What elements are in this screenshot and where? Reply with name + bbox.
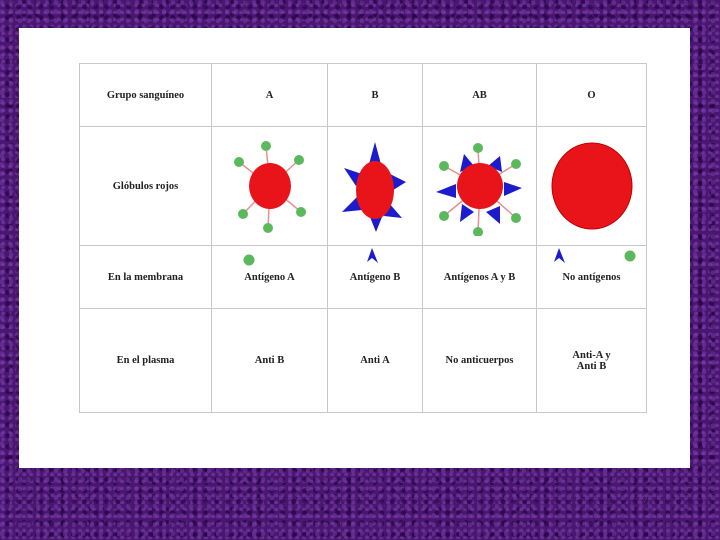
membrane-a	[212, 246, 328, 309]
blood-type-table	[79, 63, 647, 413]
membrane-o-label: No antígenos	[562, 271, 621, 283]
cell-o	[537, 127, 647, 246]
page-number: 77	[636, 492, 648, 506]
membrane-row	[80, 246, 647, 309]
plasma-row	[80, 309, 647, 413]
antigen-b-icon	[551, 248, 567, 264]
membrane-ab-label: Antígenos A y B	[443, 271, 516, 283]
slide	[19, 28, 690, 468]
plasma-ab: No anticuerpos	[423, 309, 537, 413]
membrane-o	[537, 246, 647, 309]
plasma-a: Anti B	[212, 309, 328, 413]
red-blood-cell-o-icon	[547, 136, 637, 236]
row-label-membrane: En la membrana	[80, 246, 212, 309]
membrane-b	[328, 246, 423, 309]
membrane-b-label: Antígeno B	[349, 271, 401, 283]
row-label-plasma: En el plasma	[80, 309, 212, 413]
red-blood-cell-ab-icon	[430, 136, 530, 236]
plasma-o	[537, 309, 647, 413]
red-blood-cell-a-icon	[225, 136, 315, 236]
membrane-ab	[423, 246, 537, 309]
antigen-b-icon	[364, 248, 380, 264]
membrane-a-label: Antígeno A	[244, 271, 295, 283]
plasma-b: Anti A	[328, 309, 423, 413]
cell-ab	[423, 127, 537, 246]
header-ab: AB	[423, 64, 537, 127]
header-a: A	[212, 64, 328, 127]
cell-a	[212, 127, 328, 246]
antigen-a-icon	[623, 249, 637, 263]
row-label-red-cells: Glóbulos rojos	[80, 127, 212, 246]
header-blood-group: Grupo sanguíneo	[80, 64, 212, 127]
antigen-a-icon	[242, 253, 256, 267]
cell-b	[328, 127, 423, 246]
header-row	[80, 64, 647, 127]
header-o: O	[537, 64, 647, 127]
red-blood-cell-b-icon	[340, 136, 410, 236]
header-b: B	[328, 64, 423, 127]
plasma-o-line2: Anti B	[576, 360, 607, 372]
red-cells-row	[80, 127, 647, 246]
plasma-o-line1: Anti-A y	[572, 349, 611, 361]
